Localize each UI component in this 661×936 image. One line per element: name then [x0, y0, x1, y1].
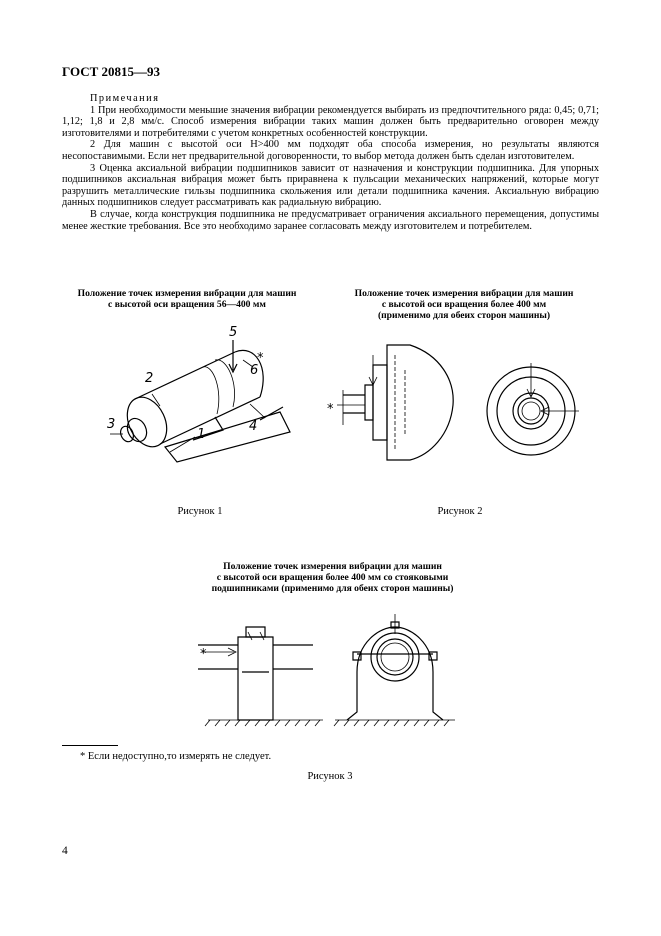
note-3: 3 Оценка аксиальной вибрации подшипников зависит от назначения и конструкции подшипника. Для упорных подшипников аксиальная вибрация может быть приравнена к пульсации механических напряжений, которые могут разрушить металлические гильзы подшипника скольжения или детали подшипника качения. Аксиальную вибрацию данных подшипников следует рассматривать как радиальную вибрацию.	[62, 162, 599, 209]
notes-block	[62, 93, 599, 232]
note-2: 2 Для машин с высотой оси H>400 мм подходят оба способа измерения, но результаты являются несопоставимыми. Если нет предварительной договоренности, то выбор метода должен быть сделан изготовителем.	[62, 139, 599, 162]
page-number: 4	[62, 845, 68, 857]
figure2-end-drawing	[483, 361, 583, 461]
figure1-marker-3: 3	[107, 417, 116, 432]
figure1-marker-2: 2	[145, 371, 154, 386]
notes-title: Примечания	[90, 93, 160, 104]
footnote: * Если недоступно,то измерять не следует.	[80, 751, 272, 762]
figure3-end-drawing	[335, 612, 455, 727]
figure2-caption-line1: Положение точек измерения вибрации для машин	[354, 288, 574, 299]
note-1: 1 При необходимости меньшие значения вибрации рекомендуется выбирать из предпочтительного ряда: 0,45; 0,71; 1,12; 1,8 и 2,8 мм/с. Способ измерения вибрации таких машин должен быть предварительно оговорен между изготовителями и потребителями с учетом конкретных особенностей конструкции.	[62, 104, 599, 139]
figure1-marker-1: 1	[197, 427, 206, 442]
figure2-side-drawing	[325, 335, 465, 465]
footnote-rule	[62, 745, 118, 746]
figure1-marker-6: 6	[250, 363, 259, 378]
figure3-caption-line2: с высотой оси вращения более 400 мм со стояковыми	[216, 572, 449, 583]
figure1-marker-5: 5	[229, 325, 238, 340]
figure3-side-marker: *	[200, 647, 207, 662]
figure1-caption-line1: Положение точек измерения вибрации для машин	[77, 288, 297, 299]
note-4: В случае, когда конструкция подшипника не предусматривает ограничения аксиального перемещения, допустимы менее жесткие требования. Все это необходимо заранее согласовать между изготовителем и потребителем.	[62, 208, 599, 232]
figure3-caption-line3: подшипниками (применимо для обеих сторон машины)	[211, 583, 454, 594]
figure3-caption	[190, 561, 475, 594]
figure1-drawing	[105, 322, 305, 462]
figure1-caption	[62, 288, 312, 310]
figure1-label: Рисунок 1	[177, 506, 223, 517]
figure3-side-drawing	[198, 612, 333, 727]
figure2-label: Рисунок 2	[437, 506, 483, 517]
figure3-label: Рисунок 3	[307, 771, 353, 782]
figure2-side-marker: *	[327, 402, 334, 417]
page-header: ГОСТ 20815—93	[62, 64, 161, 79]
figure1-marker-4: 4	[249, 419, 258, 434]
figure2-caption-line2: с высотой оси вращения более 400 мм	[381, 299, 547, 310]
figure2-caption	[334, 288, 594, 321]
figure2-caption-line3: (применимо для обеих сторон машины)	[377, 310, 551, 321]
figure1-marker-star: *	[257, 351, 264, 366]
figure3-caption-line1: Положение точек измерения вибрации для машин	[223, 561, 442, 572]
figure1-caption-line2: с высотой оси вращения 56—400 мм	[108, 299, 266, 310]
